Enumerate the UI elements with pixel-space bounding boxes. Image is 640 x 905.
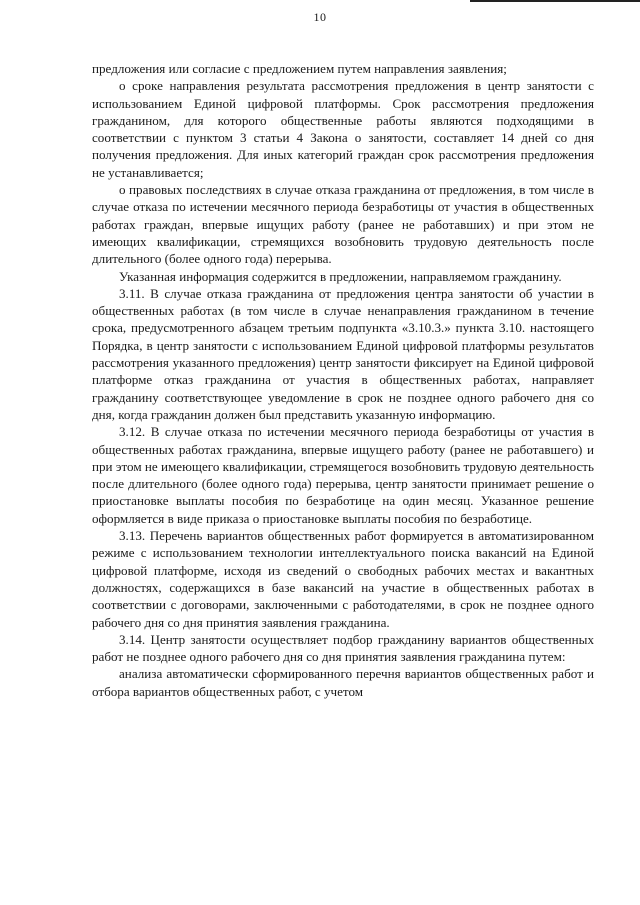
body-paragraph: 3.14. Центр занятости осуществляет подбор гражданину вариантов общественных работ не позднее одного рабочего дня со дня принятия заявления гражданина путем:	[92, 631, 594, 665]
top-rule	[470, 0, 640, 2]
body-paragraph: предложения или согласие с предложением путем направления заявления;	[92, 61, 507, 76]
document-body	[92, 60, 594, 700]
body-paragraph: анализа автоматически сформированного перечня вариантов общественных работ и отбора вариантов общественных работ, с учетом	[92, 666, 594, 699]
body-paragraph: о правовых последствиях в случае отказа гражданина от предложения, в том числе в случае отказа по истечении месячного периода безработицы от участия в общественных работах граждан, впервые ищущих работу (ранее не работавших) и при этом не имеющих квалификации, стремящихся возобновить трудовую деятельность после длительного (более одного года) перерыва.	[92, 182, 594, 267]
body-paragraph: 3.12. В случае отказа по истечении месячного периода безработицы от участия в общественных работах гражданина, впервые ищущего работу (ранее не работавшего) и при этом не имеющего квалификации, стремящегося возобновить трудовую деятельность после длительного (более одного года) перерыва, центр занятости принимает решение о приостановке выплаты пособия по безработице на один месяц. Указанное решение оформляется в виде приказа о приостановке выплаты пособия по безработице.	[92, 424, 594, 526]
page-number: 10	[313, 10, 327, 24]
body-paragraph: Указанная информация содержится в предложении, направляемом гражданину.	[119, 268, 562, 284]
body-paragraph: 3.11. В случае отказа гражданина от предложения центра занятости об участии в общественных работах (в том числе в случае ненаправления гражданином в течение срока, предусмотренного абзацем третьим подпункта «3.10.3.» пункта 3.10. настоящего Порядка, в центр занятости с использованием Единой цифровой платформы результатов рассмотрения указанного предложения) центр занятости фиксирует на Единой цифровой платформе отказ гражданина от участия в общественных работах, направляет гражданину соответствующее уведомление в срок не позднее одного рабочего дня со дня, когда гражданин должен был представить указанную информацию.	[92, 285, 594, 422]
body-paragraph: о сроке направления результата рассмотрения предложения в центр занятости с использованием Единой цифровой платформы. Срок рассмотрения предложения гражданином, для которого общественные работы являются подходящими в соответствии с пунктом 3 статьи 4 Закона о занятости, составляет 14 дней со дня получения предложения. Для иных категорий граждан срок рассмотрения предложения не устанавливается;	[92, 78, 594, 180]
body-paragraph: 3.13. Перечень вариантов общественных работ формируется в автоматизированном режиме с использованием технологии интеллектуального поиска вакансий на Единой цифровой платформе, исходя из сведений о свободных рабочих местах и вакантных должностях, содержащихся в базе вакансий на участие в общественных работах в соответствии с договорами, заключенными с работодателями, в срок не позднее одного рабочего дня со дня принятия заявления гражданина.	[92, 528, 594, 630]
